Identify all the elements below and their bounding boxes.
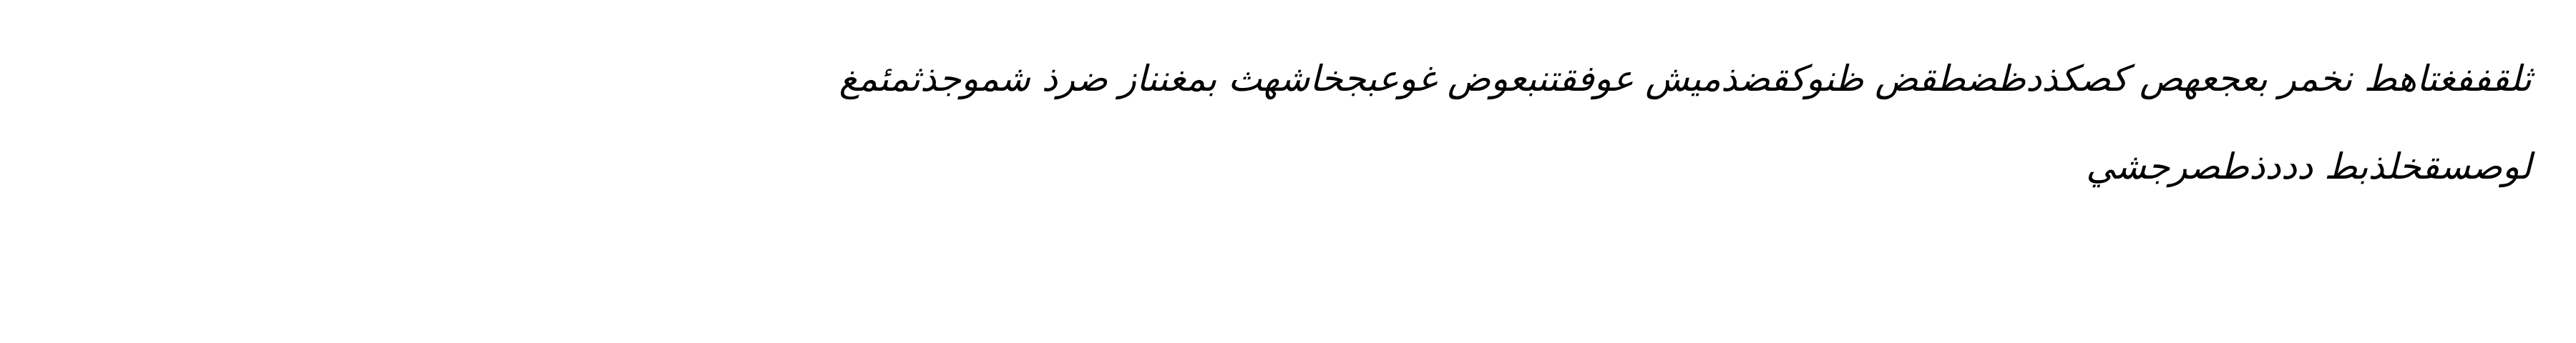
text-line-1: ثلقففغتاهط نخمر بعجعهص كصكذدظضطقض ظنوكقضذميش عوفقتنبعوض غوعبجخاشهث بمغنناز ضرذ شموجذثمئمغ (839, 58, 2532, 99)
text-line-2: لوصسقخلذبط دددذطصرجشي (2086, 146, 2532, 187)
arabic-text-block (113, 56, 2532, 189)
